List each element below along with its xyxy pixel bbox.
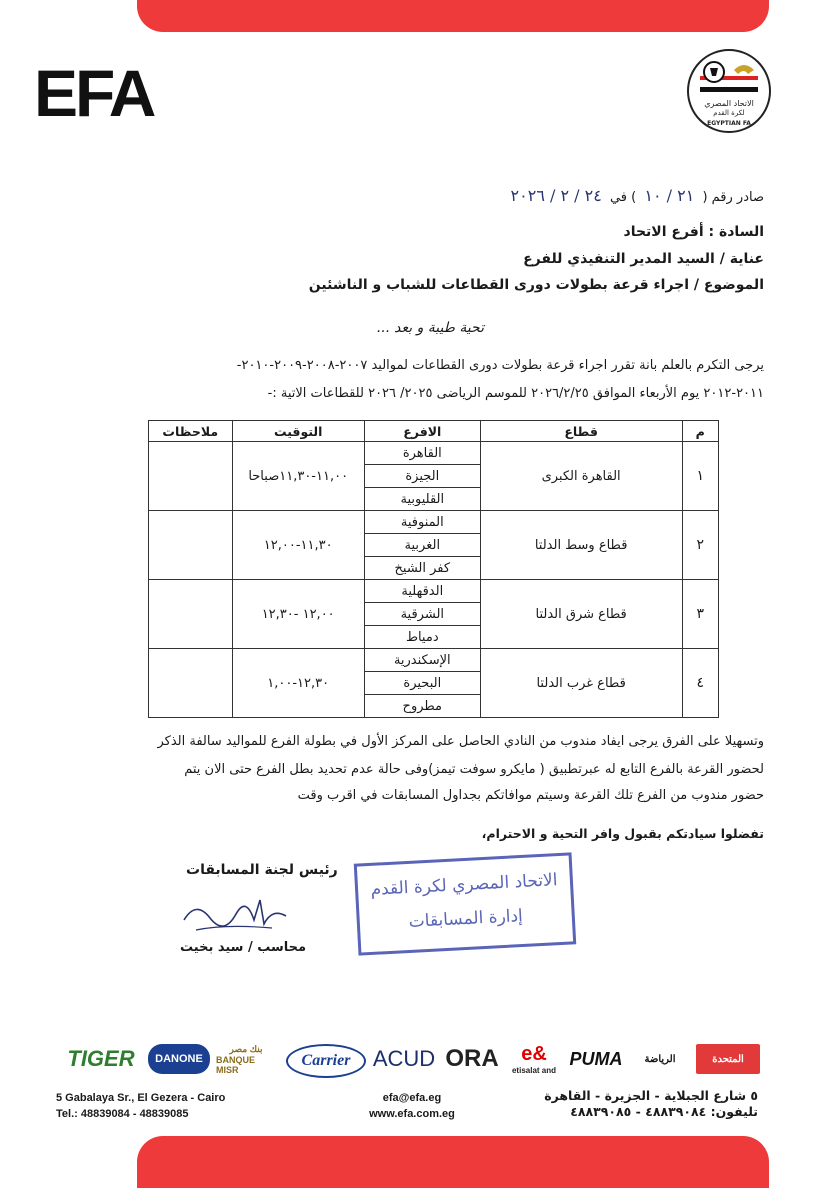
footer-english-contact [56,1090,225,1122]
ora-logo: ORA [445,1045,499,1072]
row-branch: الغربية [364,534,480,557]
row-notes [149,649,233,718]
sport-channel-logo: الرياضة [644,1053,676,1065]
row-sector: القاهرة الكبرى [480,442,682,511]
stamp-line-1: الاتحاد المصري لكرة القدم [370,870,558,900]
row-notes [149,580,233,649]
row-branch: القليوبية [364,488,480,511]
united-media-logo: المتحدة [696,1044,760,1074]
competitions-stamp [354,852,577,955]
signature-name: محاسب / سيد بخيت [180,940,307,955]
banque-misr-ar: بنك مصر [229,1043,263,1054]
footer-address-en: 5 Gabalaya Sr., El Gezera - Cairo [56,1092,226,1104]
row-sector: قطاع غرب الدلتا [480,649,682,718]
after-line-3: حضور مندوب من الفرع تلك القرعة وسيتم موافاتكم بجداول المسابقات في اقرب وقت [297,788,764,803]
crest-line-3: EGYPTIAN FA [707,120,751,127]
eand-sub: etisalat and [511,1066,556,1075]
row-branch: المنوفية [364,511,480,534]
issue-prefix: صادر رقم ( [702,190,764,205]
crest-line-1: الاتحاد المصري [704,99,754,108]
footer-tel-en: Tel.: 48839084 - 48839085 [56,1108,189,1120]
attention-line: عناية / السيد المدير التنفيذي للفرع [523,251,764,267]
puma-logo: PUMA [569,1048,623,1069]
header-sector: قطاع [480,421,682,442]
row-time: ١١,٣٠-١٢,٠٠ [232,511,364,580]
issue-number-line [507,186,764,205]
table-row [149,580,719,603]
row-branch: الجيزة [364,465,480,488]
sponsors-strip [64,1038,760,1082]
acud-logo: ACUD [372,1046,436,1071]
row-branch: الدقهلية [364,580,480,603]
efa-crest-logo [686,48,772,134]
issue-mid: ) في [609,190,637,205]
schedule-table [148,420,719,718]
danone-logo: DANONE [148,1044,210,1074]
tiger-logo: TIGER [67,1046,135,1071]
top-red-bar [137,0,769,32]
bottom-red-bar [137,1136,769,1188]
row-no: ٢ [682,511,718,580]
footer-website[interactable]: www.efa.com.eg [369,1108,455,1120]
after-line-1: وتسهيلا على الفرق يرجى ايفاد مندوب من النادي الحاصل على المركز الأول في بطولة الفرع للمواليد سالفة الذكر [157,734,764,749]
efa-wordmark: EFA [34,56,154,130]
table-row [149,511,719,534]
recipient-line: السادة : أفرع الاتحاد [623,224,764,240]
row-branch: القاهرة [364,442,480,465]
row-branch: مطروح [364,695,480,718]
row-branch: الإسكندرية [364,649,480,672]
crest-line-2: لكرة القدم [713,109,745,117]
row-sector: قطاع شرق الدلتا [480,580,682,649]
row-branch: البحيرة [364,672,480,695]
footer-arabic-contact [544,1088,758,1120]
subject-line: الموضوع / اجراء قرعة بطولات دورى القطاعات للشباب و الناشئين [308,277,764,293]
row-branch: دمياط [364,626,480,649]
row-branch: الشرقية [364,603,480,626]
issue-number: ٢١ / ١٠ [644,186,695,205]
row-time: ١٢,٠٠ -١٢,٣٠ [232,580,364,649]
issue-date: ٢٤ / ٢ / ٢٠٢٦ [510,186,602,205]
footer-email[interactable]: efa@efa.eg [382,1092,442,1104]
header-no: م [682,421,718,442]
body-line-2: ٢٠١١-٢٠١٢ يوم الأربعاء الموافق ٢٠٢٦/٢/٢٥ للموسم الرياضى ٢٠٢٥/ ٢٠٢٦ للقطاعات الاتية :- [267,386,764,401]
stamp-line-2: إدارة المسابقات [408,906,524,932]
banque-misr-en: BANQUE MISR [216,1054,256,1075]
row-no: ٤ [682,649,718,718]
eand-logo [508,1044,560,1074]
eand-mark: e& [521,1043,547,1065]
handwritten-signature [176,890,296,940]
closing-line: تفضلوا سيادتكم بقبول وافر التحية و الاحترام، [481,826,764,841]
table-row [149,649,719,672]
row-time: ١١,٠٠-١١,٣٠صباحا [232,442,364,511]
row-time: ١٢,٣٠-١,٠٠ [232,649,364,718]
row-no: ١ [682,442,718,511]
table-row [149,442,719,465]
footer-address-ar: ٥ شارع الجبلاية - الجزيرة - القاهرة [544,1088,758,1103]
table-header-row [149,421,719,442]
row-notes [149,442,233,511]
row-notes [149,511,233,580]
banque-misr-logo [216,1044,276,1074]
carrier-logo: Carrier [286,1044,366,1078]
header-time: التوقيت [232,421,364,442]
row-no: ٣ [682,580,718,649]
header-notes: ملاحظات [149,421,233,442]
footer-web-contact [364,1090,460,1122]
row-branch: كفر الشيخ [364,557,480,580]
body-line-1: يرجى التكرم بالعلم بانة تقرر اجراء قرعة بطولات دورى القطاعات لمواليد ٢٠٠٧-٢٠٠٨-٢٠٠٩-٢٠١٠- [236,358,764,373]
footer-tel-ar: تليفون: ٤٨٨٣٩٠٨٤ - ٤٨٨٣٩٠٨٥ [570,1104,758,1119]
greeting: تحية طيبة و بعد ... [376,320,484,336]
signature-title: رئيس لجنة المسابقات [186,862,338,878]
header-branches: الافرع [364,421,480,442]
after-line-2: لحضور القرعة بالفرع التابع له عبرتطبيق ( مايكرو سوفت تيمز)وفى حالة عدم تحديد بطل الفرع حتى الان يتم [184,762,764,777]
row-sector: قطاع وسط الدلتا [480,511,682,580]
